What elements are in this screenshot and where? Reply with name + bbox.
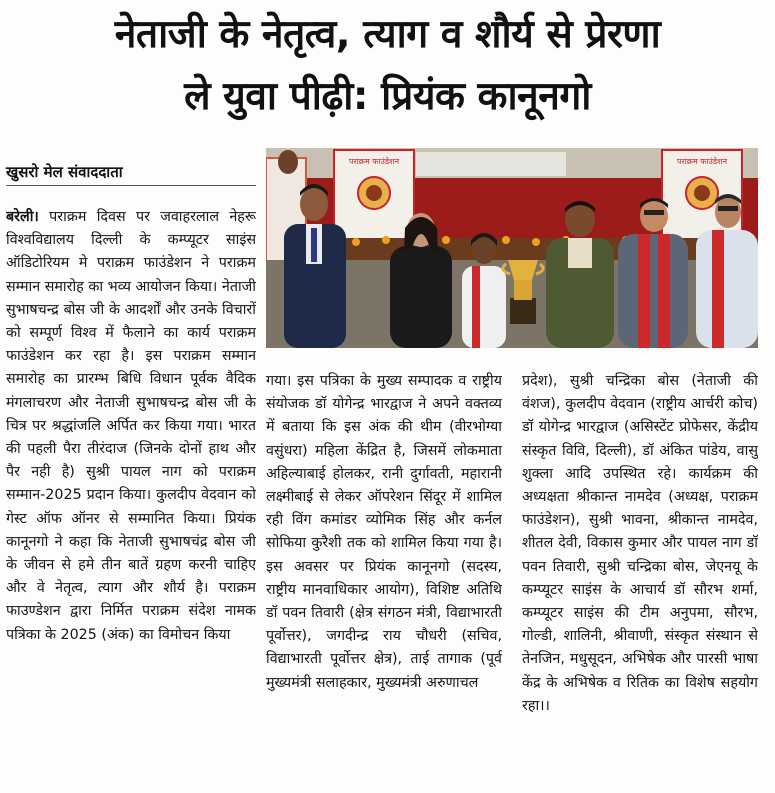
headline-line-2: ले युवा पीढ़ी: प्रियंक कानूनगो [184, 74, 591, 119]
article-column-3 [522, 370, 758, 790]
byline-divider [6, 185, 256, 186]
event-photo [266, 148, 758, 348]
event-photo-illustration [266, 148, 758, 348]
banner-left-title: पराक्रम फाउंडेशन [348, 157, 400, 166]
headline [10, 4, 765, 128]
dateline-place: बरेली। [6, 209, 39, 225]
article-text-2: गया। इस पत्रिका के मुख्य सम्पादक व राष्ट्रीय संयोजक डॉ योगेन्द्र भारद्वाज ने अपने वक्तव्य में बताया कि इस अंक की थीम (वीरभोग्या वसुंधरा) महिला केंद्रित है, जिसमें लोकमाता अहिल्याबाई होलकर, रानी दुर्गावती, महारानी लक्ष्मीबाई से लेकर ऑपरेशन सिंदूर में शामिल रही विंग कमांडर व्योमिक सिंह और कर्नल सोफिया कुरैशी तक को शामिल किया गया है। इस अवसर पर प्रियंक कानूनगो (सदस्य, राष्ट्रीय मानवाधिकार आयोग), विशिष्ट अतिथि डॉ पवन तिवारी (क्षेत्र संगठन मंत्री, विद्याभारती पूर्वोत्तर), जगदीन्द्र राय चौधरी (सचिव, विद्याभारती पूर्वोत्तर क्षेत्र), ताई तागाक (पूर्व मुख्यमंत्री सलाहकार, मुख्यमंत्री अरुणाचल [266, 373, 502, 691]
headline-line-1: नेताजी के नेतृत्व, त्याग व शौर्य से प्रेरणा [114, 12, 661, 57]
byline: खुसरो मेल संवाददाता [6, 163, 123, 181]
article-text-1: पराक्रम दिवस पर जवाहरलाल नेहरू विश्वविद्यालय दिल्ली के कम्प्यूटर साइंस ऑडिटोरियम मे पराक्रम फाउंडेशन ने पराक्रम सम्मान समारोह का भव्य आयोजन किया। नेताजी सुभाषचन्द्र बोस जी के आदर्शों और उनके विचारों को सम्पूर्ण विश्व में फैलाने का कार्य पराक्रम फाउंडेशन कर रहा है। इस पराक्रम सम्मान समारोह का प्रारम्भ बिधि विधान पूर्वक वैदिक मंगलाचरण और नेताजी सुभाषचन्द्र बोस जी के चित्र पर श्रद्धांजलि अर्पित कर किया गया। भारत की पहली पैरा तीरंदाज (जिनके दोनों हाथ और पैर नही है) सुश्री पायल नाग को पराक्रम सम्मान-2025 प्रदान किया। कुलदीप वेदवान को गेस्ट ऑफ ऑनर से सम्मानित किया। प्रियंक कानूनगो ने कहा कि नेताजी सुभाषचंद्र बोस जी के जीवन से हमे तीन बातें ग्रहण करनी चाहिए और वे नेतृत्व, त्याग और शौर्य है। पराक्रम फाउण्डेशन द्वारा निर्मित पराक्रम संदेश नामक पत्रिका के 2025 (अंक) का विमोचन किया [6, 209, 256, 643]
article-column-1 [6, 206, 256, 791]
article-text-3: प्रदेश), सुश्री चन्द्रिका बोस (नेताजी की वंशज), कुलदीप वेदवान (राष्ट्रीय आर्चरी कोच) डॉ योगेन्द्र भारद्वाज (असिस्टेंट प्रोफेसर, केंद्रीय संस्कृत विवि, दिल्ली), डॉ अंकित पांडेय, वासु शुक्ला आदि उपस्थित रहे। कार्यक्रम की अध्यक्षता श्रीकान्त नामदेव (अध्यक्ष, पराक्रम फाउंडेशन), सुश्री भावना, श्रीकान्त नामदेव, शीतल देवी, विकास कुमार और पायल नाग डॉ पवन तिवारी, सुश्री चन्द्रिका बोस, जेएनयू के कम्प्यूटर साइंस के आचार्य डॉ सौरभ शर्मा, कम्प्यूटर साइंस की टीम अनुपमा, सौरभ, गोल्डी, शालिनी, श्रीवाणी, संस्कृत संस्थान से तेनजिन, मधुसूदन, अभिषेक और पारसी भाषा केंद्र के अभिषेक व रितिक का विशेष सहयोग रहा।। [522, 373, 758, 714]
article-column-2 [266, 370, 502, 790]
banner-right-title: पराक्रम फाउंडेशन [676, 157, 728, 166]
